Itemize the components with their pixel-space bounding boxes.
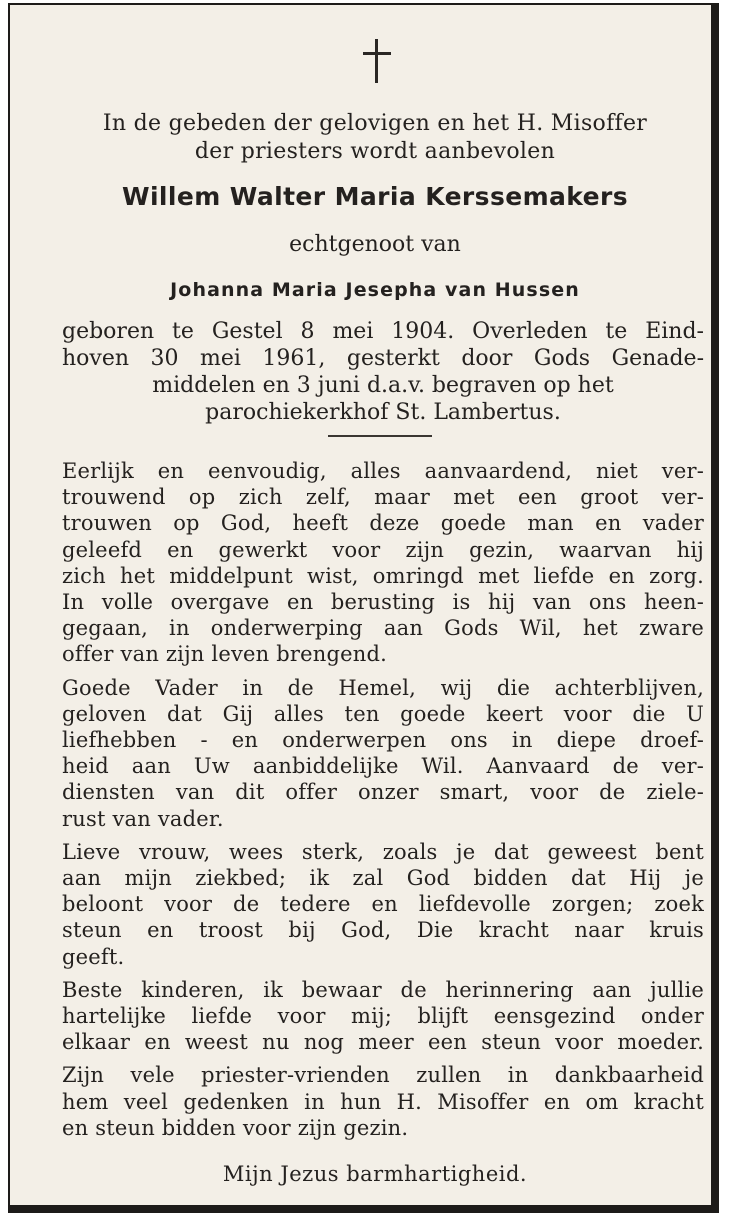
cross-icon xyxy=(363,39,391,83)
paragraph-line: aan mijn ziekbed; ik zal God bidden dat Hij je xyxy=(62,866,704,891)
paragraph-line: beloont voor de tedere en liefdevolle zorgen; zoek xyxy=(62,892,704,917)
birth-death-text xyxy=(62,318,704,426)
paragraph-line: In volle overgave en berusting is hij van ons heen- xyxy=(62,590,704,615)
paragraph-line: steun en troost bij God, Die kracht naar kruis xyxy=(62,918,704,943)
birth-death-line: hoven 30 mei 1961, gesterkt door Gods Genade- xyxy=(62,346,704,371)
memorial-text xyxy=(62,458,704,1148)
spouse-name: Johanna Maria Jesepha van Hussen xyxy=(170,279,580,301)
paragraph xyxy=(62,675,704,832)
memorial-card xyxy=(8,3,719,1213)
paragraph-line: trouwen op God, heeft deze goede man en vader xyxy=(62,511,704,536)
birth-death-line: parochiekerkhof St. Lambertus. xyxy=(205,400,561,425)
paragraph-line: geleefd en gewerkt voor zijn gezin, waarvan hij xyxy=(62,537,704,562)
intro-text xyxy=(50,110,700,166)
paragraph-line: trouwend op zich zelf, maar met een groot ver- xyxy=(62,485,704,510)
paragraph xyxy=(62,1062,704,1141)
cross-horizontal-bar xyxy=(363,52,391,55)
paragraph-line: Zijn vele priester-vrienden zullen in dankbaarheid xyxy=(62,1063,704,1088)
paragraph-line: offer van zijn leven brengend. xyxy=(62,642,387,667)
paragraph-line: rust van vader. xyxy=(62,806,224,831)
paragraph-line: hem veel gedenken in hun H. Misoffer en om kracht xyxy=(62,1089,704,1114)
paragraph-line: geloven dat Gij alles ten goede keert voor die U xyxy=(62,701,704,726)
intro-line: In de gebeden der gelovigen en het H. Misoffer xyxy=(102,111,648,136)
paragraph xyxy=(62,977,704,1056)
paragraph-line: Lieve vrouw, wees sterk, zoals je dat geweest bent xyxy=(62,839,704,864)
deceased-name: Willem Walter Maria Kerssemakers xyxy=(121,182,629,211)
paragraph-line: Eerlijk en eenvoudig, alles aanvaardend, niet ver- xyxy=(62,459,704,483)
paragraph-line: gegaan, in onderwerping aan Gods Wil, het zware xyxy=(62,616,704,641)
birth-death-line: geboren te Gestel 8 mei 1904. Overleden te Eind- xyxy=(62,319,704,344)
paragraph-line: liefhebben - en onderwerpen ons in diepe droef- xyxy=(62,728,704,753)
paragraph-line: diensten van dit offer onzer smart, voor de ziele- xyxy=(62,780,704,805)
spouse-label: echtgenoot van xyxy=(289,232,461,257)
paragraph-line: heid aan Uw aanbiddelijke Wil. Aanvaard de ver- xyxy=(62,754,704,779)
paragraph-line: geeft. xyxy=(62,944,125,969)
cross-vertical-bar xyxy=(375,39,378,83)
birth-death-line: middelen en 3 juni d.a.v. begraven op het xyxy=(152,373,614,398)
paragraph xyxy=(62,458,704,668)
paragraph xyxy=(62,839,704,970)
section-divider xyxy=(328,435,432,437)
paragraph-line: zich het middelpunt wist, omringd met liefde en zorg. xyxy=(62,563,704,588)
paragraph-line: elkaar en weest nu nog meer een steun voor moeder. xyxy=(62,1030,704,1055)
paragraph-line: en steun bidden voor zijn gezin. xyxy=(62,1115,409,1140)
paragraph-line: Goede Vader in de Hemel, wij die achterblijven, xyxy=(62,675,704,700)
paragraph-line: Beste kinderen, ik bewaar de herinnering aan jullie xyxy=(62,977,704,1002)
closing-prayer: Mijn Jezus barmhartigheid. xyxy=(222,1162,528,1186)
paragraph-line: hartelijke liefde voor mij; blijft eensgezind onder xyxy=(62,1004,704,1029)
intro-line: der priesters wordt aanbevolen xyxy=(194,139,556,164)
